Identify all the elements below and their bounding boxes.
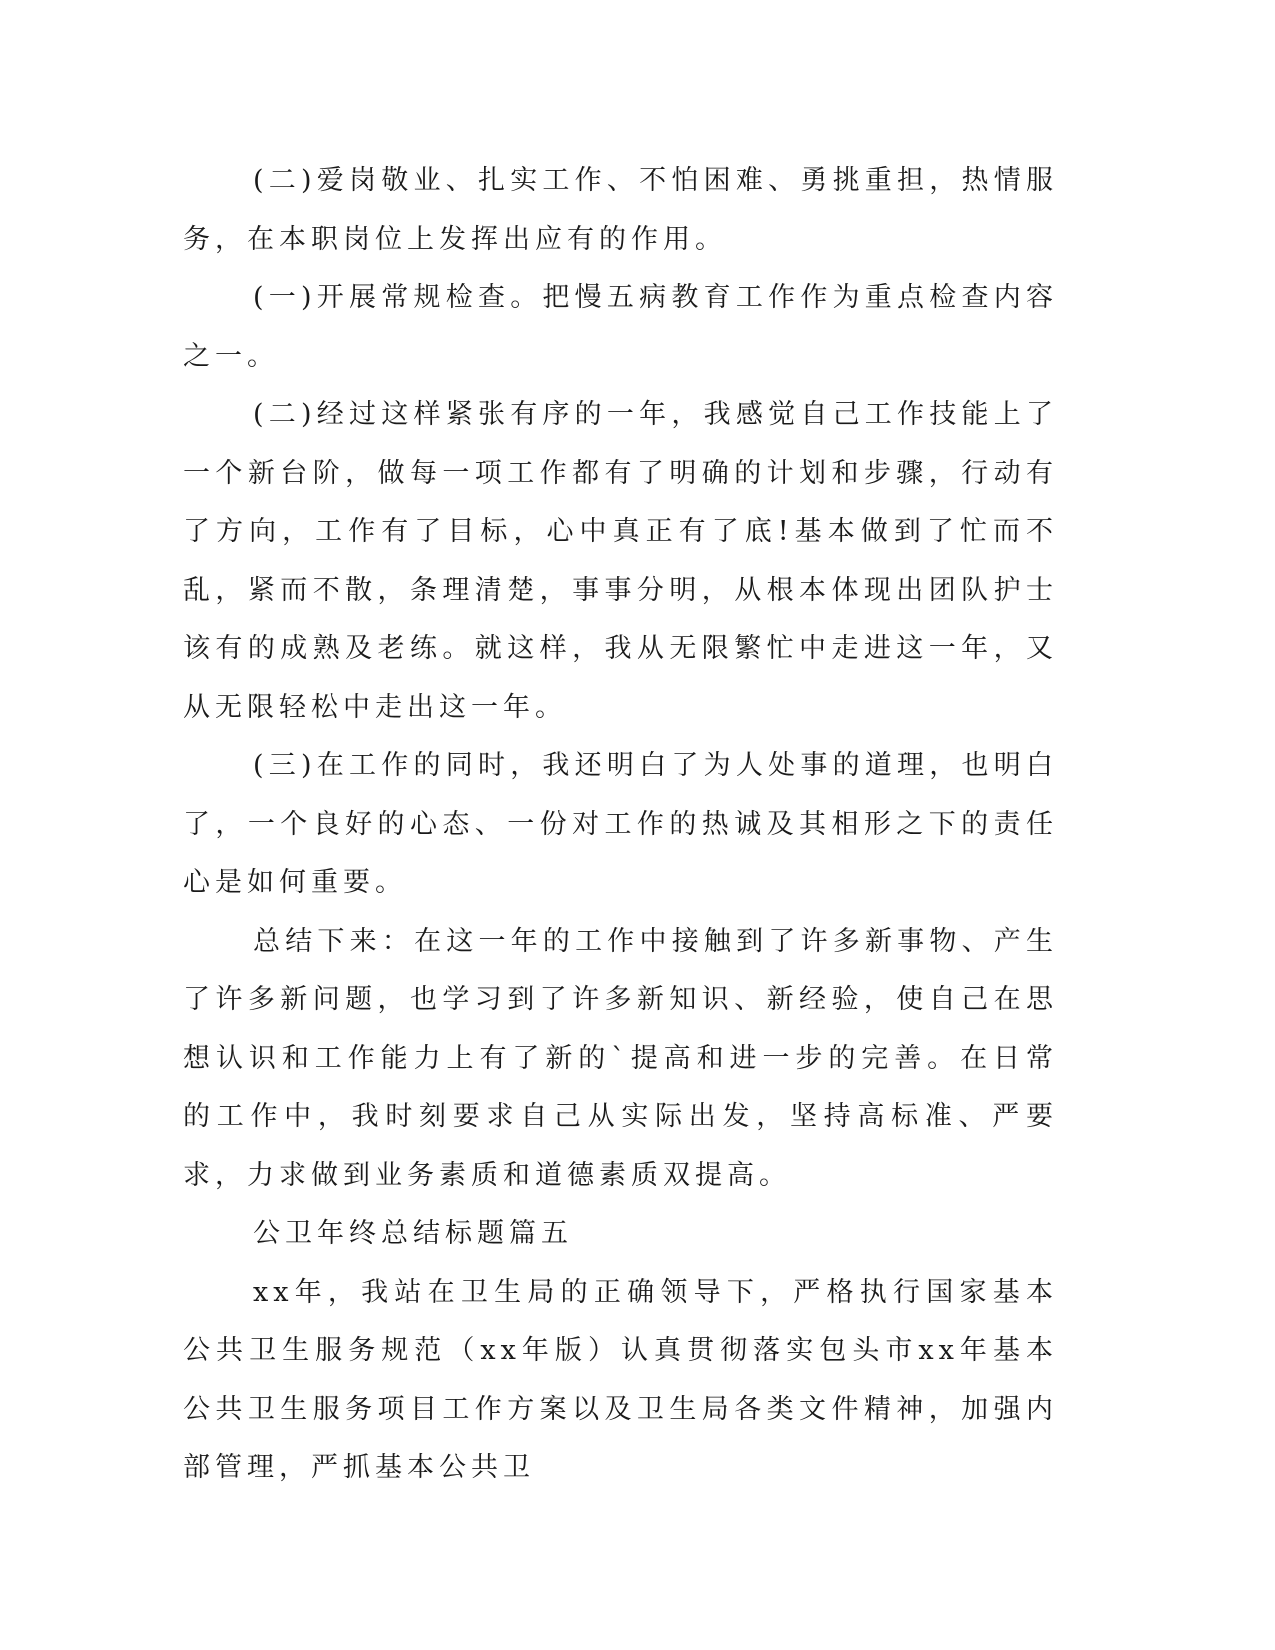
paragraph-duty: (二)爱岗敬业、扎实工作、不怕困难、勇挑重担，热情服务，在本职岗位上发挥出应有的作用。	[183, 165, 1058, 255]
paragraph-summary: 总结下来：在这一年的工作中接触到了许多新事物、产生了许多新问题，也学习到了许多新知识、新经验，使自己在思想认识和工作能力上有了新的`提高和进一步的完善。在日常的工作中，我时刻要求自己从实际出发，坚持高标准、严要求，力求做到业务素质和道德素质双提高。	[183, 925, 1058, 1191]
paragraph-attitude: (三)在工作的同时，我还明白了为人处事的道理，也明白了，一个良好的心态、一份对工作的热诚及其相形之下的责任心是如何重要。	[183, 750, 1058, 898]
document-body	[183, 152, 1058, 1498]
paragraph-routine-check: (一)开展常规检查。把慢五病教育工作作为重点检查内容之一。	[183, 282, 1058, 372]
paragraph-skills: (二)经过这样紧张有序的一年，我感觉自己工作技能上了一个新台阶，做每一项工作都有了明确的计划和步骤，行动有了方向，工作有了目标，心中真正有了底!基本做到了忙而不乱，紧而不散，条理清楚，事事分明，从根本体现出团队护士该有的成熟及老练。就这样，我从无限繁忙中走进这一年，又从无限轻松中走出这一年。	[183, 399, 1058, 723]
paragraph-public-health: xx年，我站在卫生局的正确领导下，严格执行国家基本公共卫生服务规范（xx年版）认真贯彻落实包头市xx年基本公共卫生服务项目工作方案以及卫生局各类文件精神，加强内部管理，严抓基本公共卫	[183, 1276, 1058, 1483]
section-heading: 公卫年终总结标题篇五	[253, 1218, 573, 1249]
